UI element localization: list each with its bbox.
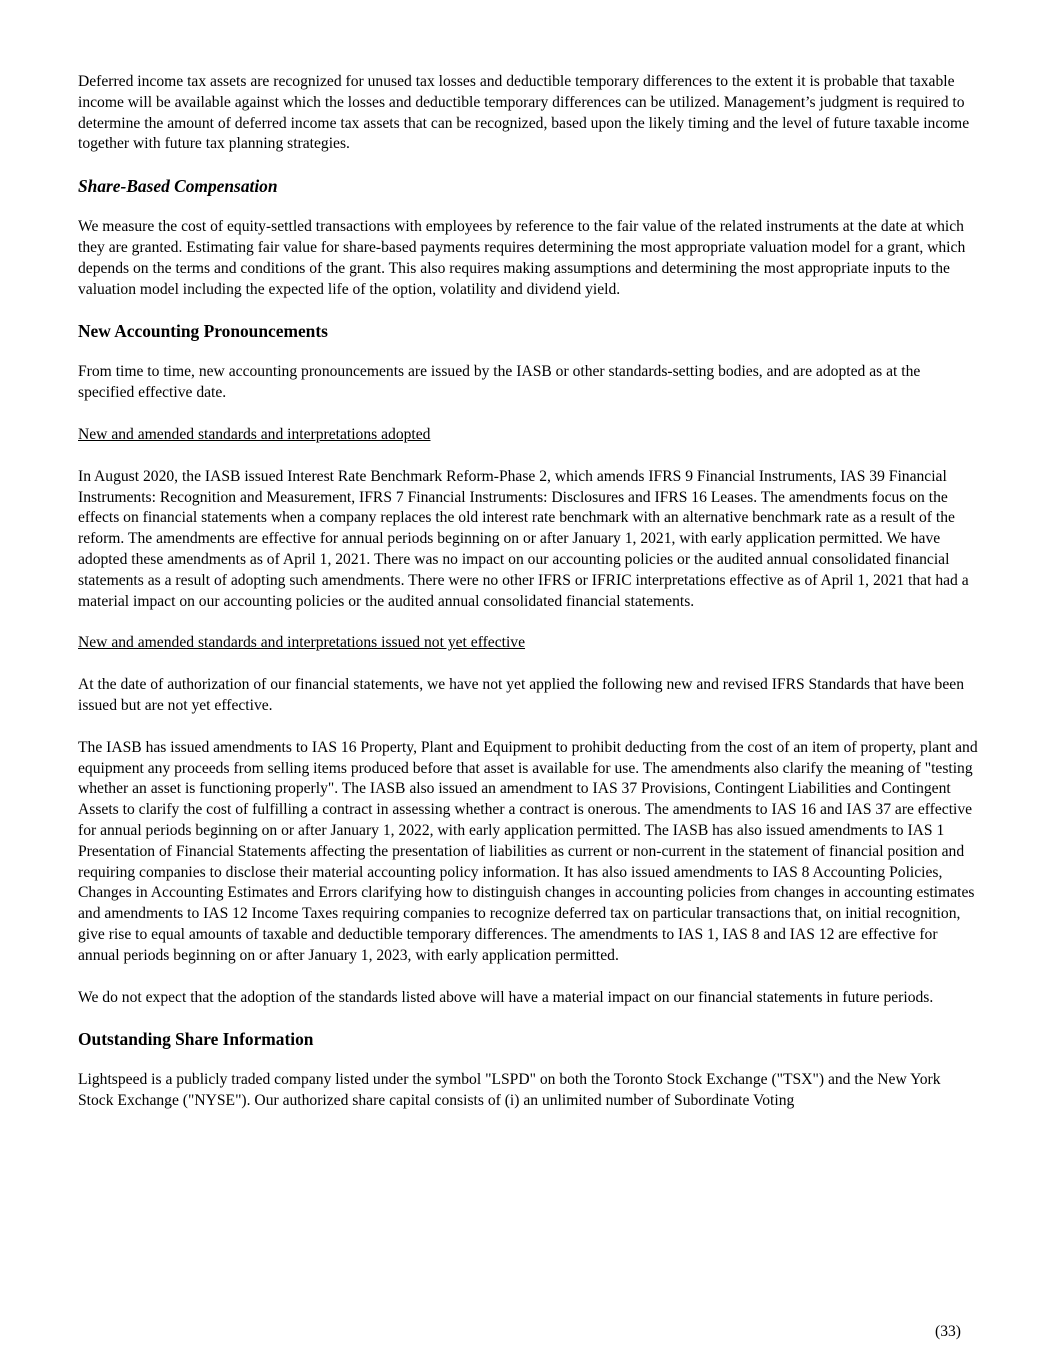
paragraph-outstanding-shares: Lightspeed is a publicly traded company listed under the symbol "LSPD" on both the Toronto Stock Exchange ("TSX") and the New York Stock Exchange ("NYSE"). Our authorized share capital consists of (i) an unlimited number of Subordinate Voting xyxy=(78,1071,941,1110)
page-number: (33) xyxy=(935,1323,961,1340)
heading-new-accounting-pronouncements: New Accounting Pronouncements xyxy=(78,321,328,342)
subheading-standards-adopted: New and amended standards and interpretations adopted xyxy=(78,425,431,443)
paragraph-deferred-tax: Deferred income tax assets are recognized for unused tax losses and deductible temporary differences to the extent it is probable that taxable income will be available against which the losses and deductible temporary differences can be utilized. Management’s judgment is required to determine the amount of deferred income tax assets that can be recognized, based upon the likely timing and the level of future taxable income together with future tax planning strategies. xyxy=(78,73,970,153)
paragraph-standards-adopted: In August 2020, the IASB issued Interest Rate Benchmark Reform-Phase 2, which amends IFRS 9 Financial Instruments, IAS 39 Financial Instruments: Recognition and Measurement, IFRS 7 Financial Instruments: Disclosures and IFRS 16 Leases. The amendments focus on the effects on financial statements when a company replaces the old interest rate benchmark with an alternative benchmark rate as a result of the reform. The amendments are effective for annual periods beginning on or after January 1, 2021, with early application permitted. We have adopted these amendments as of April 1, 2021. There was no impact on our accounting policies or the audited annual consolidated financial statements as a result of adopting such amendments. There were no other IFRS or IFRIC interpretations effective as of April 1, 2021 that had a material impact on our accounting policies or the audited annual consolidated financial statements. xyxy=(78,467,969,610)
heading-outstanding-share-information: Outstanding Share Information xyxy=(78,1029,314,1050)
paragraph-no-material-impact: We do not expect that the adoption of the standards listed above will have a material impact on our financial statements in future periods. xyxy=(78,988,934,1006)
subheading-standards-not-yet-effective: New and amended standards and interpretations issued not yet effective xyxy=(78,634,526,652)
paragraph-not-yet-effective-intro: At the date of authorization of our financial statements, we have not yet applied the following new and revised IFRS Standards that have been issued but are not yet effective. xyxy=(78,676,964,714)
paragraph-ias-amendments: The IASB has issued amendments to IAS 16 Property, Plant and Equipment to prohibit deducting from the cost of an item of property, plant and equipment any proceeds from selling items produced before that asset is available for use. The amendments also clarify the meaning of "testing whether an asset is functioning properly". The IASB also issued an amendment to IAS 37 Provisions, Contingent Liabilities and Contingent Assets to clarify the cost of fulfilling a contract in assessing whether a contract is onerous. The amendments to IAS 16 and IAS 37 are effective for annual periods beginning on or after January 1, 2022, with early application permitted. The IASB has also issued amendments to IAS 1 Presentation of Financial Statements affecting the presentation of liabilities as current or non-current in the statement of financial position and requiring companies to disclose their material accounting policy information. It has also issued amendments to IAS 8 Accounting Policies, Changes in Accounting Estimates and Errors clarifying how to distinguish changes in accounting policies from changes in accounting estimates and amendments to IAS 12 Income Taxes requiring companies to recognize deferred tax on particular transactions that, on initial recognition, give rise to equal amounts of taxable and deductible temporary differences. The amendments to IAS 1, IAS 8 and IAS 12 are effective for annual periods beginning on or after January 1, 2023, with early application permitted. xyxy=(78,738,978,964)
paragraph-share-based: We measure the cost of equity-settled transactions with employees by reference to the fair value of the related instruments at the date at which they are granted. Estimating fair value for share-based payments requires determining the most appropriate valuation model for a grant, which depends on the terms and conditions of the grant. This also requires making assumptions and determining the most appropriate inputs to the valuation model including the expected life of the option, volatility and dividend yield. xyxy=(78,218,966,298)
heading-share-based-compensation: Share-Based Compensation xyxy=(78,176,278,197)
document-page xyxy=(78,72,978,1112)
paragraph-new-pronouncements: From time to time, new accounting pronouncements are issued by the IASB or other standards-setting bodies, and are adopted as at the specified effective date. xyxy=(78,363,921,402)
